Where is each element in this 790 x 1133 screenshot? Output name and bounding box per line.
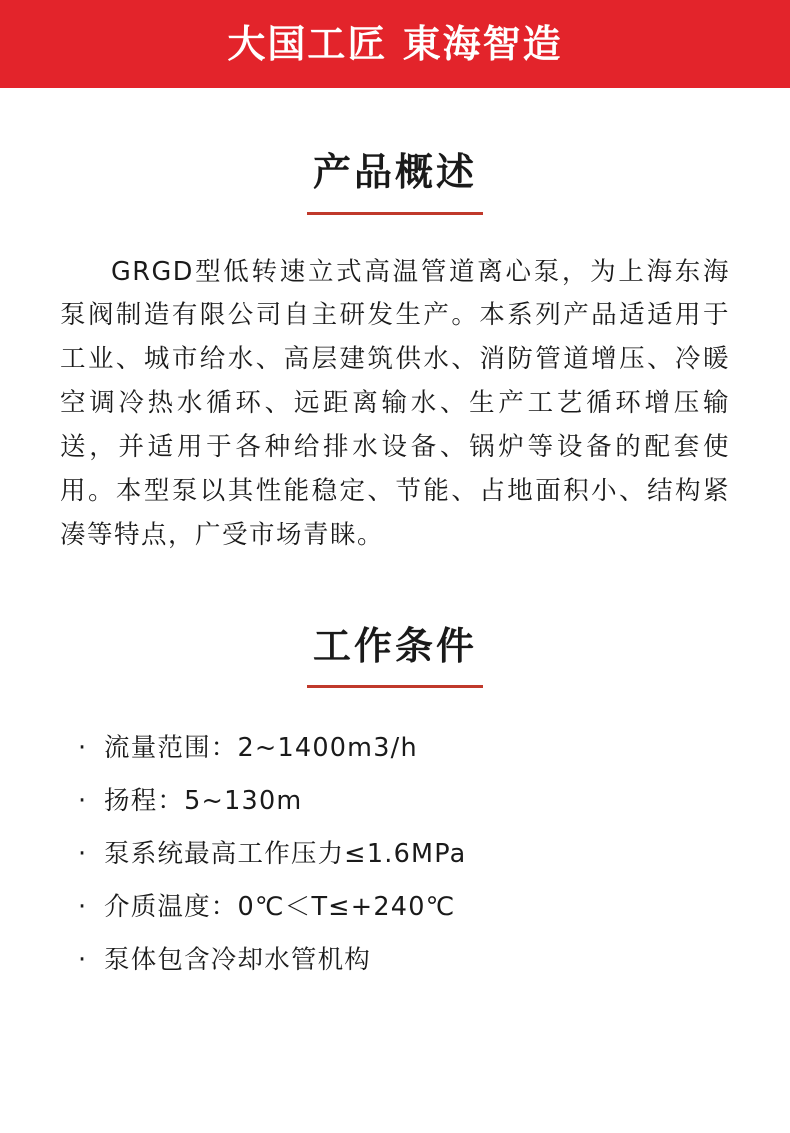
spacer-above-overview — [0, 88, 790, 150]
conditions-heading-wrap — [60, 624, 730, 689]
overview-heading-rule — [307, 212, 483, 215]
section-product-overview — [0, 150, 790, 558]
bullet-icon: · — [78, 839, 88, 870]
overview-paragraph: GRGD型低转速立式高温管道离心泵，为上海东海泵阀制造有限公司自主研发生产。本系列产品适适用于工业、城市给水、高层建筑供水、消防管道增压、冷暖空调冷热水循环、远距离输水、生产工艺循环增压输送，并适用于各种给排水设备、锅炉等设备的配套使用。本型泵以其性能稳定、节能、占地面积小、结构紧凑等特点，广受市场青睐。 — [60, 256, 730, 550]
list-item-label: 扬程：5~130m — [104, 786, 303, 817]
list-item — [78, 934, 730, 987]
conditions-heading: 工作条件 — [312, 623, 477, 668]
list-item — [78, 722, 730, 775]
list-item-label: 泵系统最高工作压力≤1.6MPa — [104, 839, 467, 870]
bullet-icon: · — [78, 892, 88, 923]
list-item — [78, 881, 730, 934]
spacer-above-conditions — [0, 558, 790, 624]
banner-title: 大国工匠 東海智造 — [227, 22, 563, 66]
bullet-icon: · — [78, 733, 88, 764]
bullet-icon: · — [78, 945, 88, 976]
list-item-label: 流量范围：2~1400m3/h — [104, 733, 418, 764]
conditions-heading-rule — [307, 685, 483, 688]
working-conditions-list — [60, 722, 730, 987]
bullet-icon: · — [78, 786, 88, 817]
list-item-label: 泵体包含冷却水管机构 — [104, 945, 372, 976]
section-working-conditions — [0, 624, 790, 988]
list-item-label: 介质温度：0℃＜T≤+240℃ — [104, 892, 456, 923]
overview-heading-wrap — [60, 150, 730, 215]
overview-heading: 产品概述 — [312, 150, 477, 194]
list-item — [78, 828, 730, 881]
list-item — [78, 775, 730, 828]
header-banner — [0, 0, 790, 88]
